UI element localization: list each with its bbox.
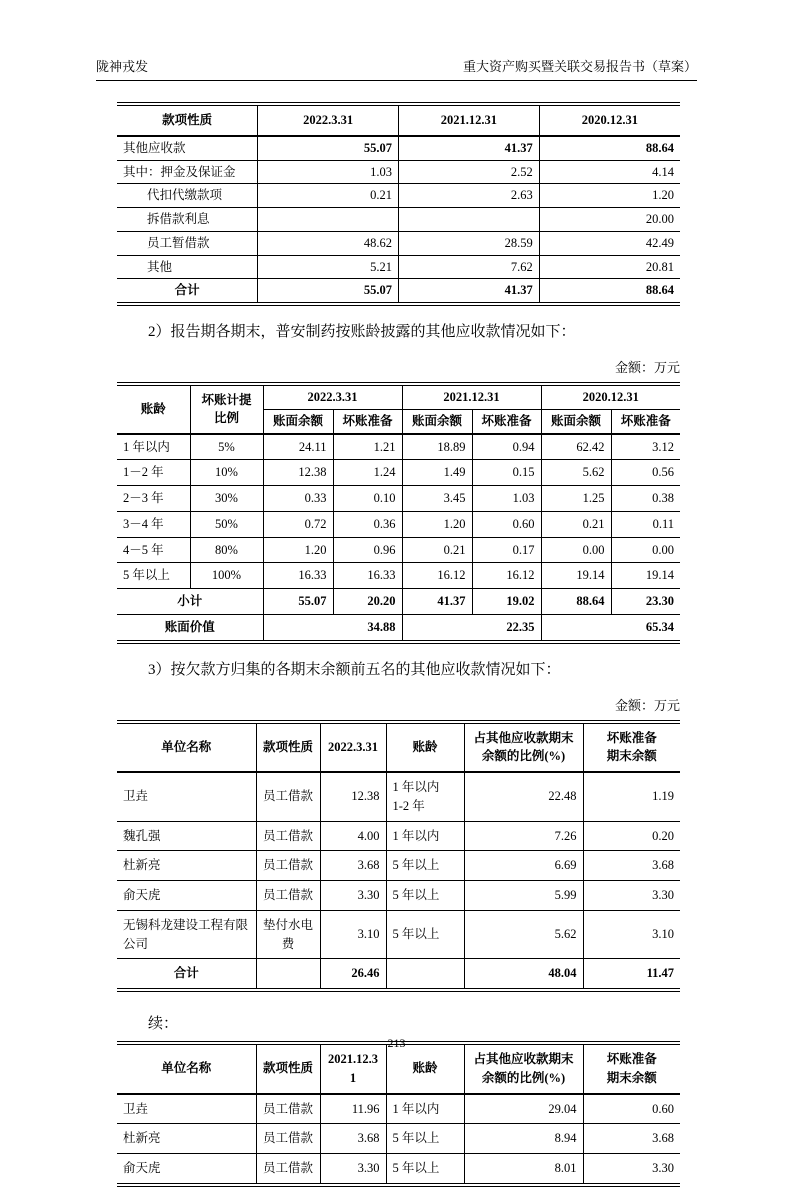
row-label: 1 年以内 bbox=[117, 434, 190, 460]
cell-value: 1.03 bbox=[472, 486, 541, 512]
cell-value: 4.00 bbox=[320, 821, 386, 851]
cell-value: 3.45 bbox=[402, 486, 472, 512]
cell-value: 3.30 bbox=[320, 1154, 386, 1185]
column-header bbox=[583, 722, 680, 773]
column-header: 账龄 bbox=[117, 384, 190, 434]
cell-value: 员工借款 bbox=[256, 821, 320, 851]
cell-value: 88.64 bbox=[539, 136, 680, 160]
cell-value: 88.64 bbox=[541, 589, 611, 615]
row-label: 合计 bbox=[117, 279, 258, 304]
table-total-row bbox=[117, 279, 680, 304]
cell-value bbox=[386, 772, 464, 821]
cell-value: 3.10 bbox=[583, 910, 680, 959]
cell-value: 62.42 bbox=[541, 434, 611, 460]
column-header: 款项性质 bbox=[256, 1043, 320, 1094]
column-header: 2020.12.31 bbox=[541, 384, 680, 409]
column-header: 账面余额 bbox=[541, 409, 611, 433]
cell-value: 19.02 bbox=[472, 589, 541, 615]
cell-value: 23.30 bbox=[611, 589, 680, 615]
aging-table bbox=[117, 382, 680, 644]
cell-value: 0.10 bbox=[333, 486, 402, 512]
cell-value: 3.68 bbox=[320, 851, 386, 881]
table-row bbox=[117, 537, 680, 563]
column-header-line: 坏账准备 bbox=[606, 1052, 657, 1066]
cell-value: 5 年以上 bbox=[386, 910, 464, 959]
cell-value: 0.60 bbox=[472, 511, 541, 537]
cell-value: 22.48 bbox=[464, 772, 583, 821]
cell-value: 员工借款 bbox=[256, 1094, 320, 1124]
row-label: 卫垚 bbox=[117, 1094, 256, 1124]
column-header: 2020.12.31 bbox=[539, 104, 680, 136]
row-label: 卫垚 bbox=[117, 772, 256, 821]
cell-value: 29.04 bbox=[464, 1094, 583, 1124]
row-label: 其他应收款 bbox=[117, 136, 258, 160]
cell-value: 0.72 bbox=[263, 511, 333, 537]
aging-line: 1-2 年 bbox=[392, 798, 425, 813]
top-five-2021-table bbox=[117, 1041, 680, 1187]
table-row bbox=[117, 208, 680, 232]
table-row bbox=[117, 851, 680, 881]
cell-value: 5.62 bbox=[541, 460, 611, 486]
cell-value: 22.35 bbox=[402, 614, 541, 641]
cell-value: 55.07 bbox=[258, 136, 399, 160]
cell-value: 员工借款 bbox=[256, 772, 320, 821]
row-label: 俞天虎 bbox=[117, 1154, 256, 1185]
cell-value: 1.49 bbox=[402, 460, 472, 486]
aging-line: 1 年以内 bbox=[392, 780, 440, 794]
table-header-row bbox=[117, 384, 680, 409]
cell-value: 3.68 bbox=[583, 851, 680, 881]
row-label: 5 年以上 bbox=[117, 563, 190, 589]
column-header: 账龄 bbox=[386, 1043, 464, 1094]
cell-value: 48.62 bbox=[258, 231, 399, 255]
column-header-line: 比例 bbox=[213, 411, 239, 426]
column-header: 坏账准备 bbox=[333, 409, 402, 433]
cell-value: 0.96 bbox=[333, 537, 402, 563]
column-header: 2022.3.31 bbox=[320, 722, 386, 773]
cell-value: 42.49 bbox=[539, 231, 680, 255]
column-header: 账面余额 bbox=[263, 409, 333, 433]
cell-value: 5.21 bbox=[258, 255, 399, 279]
cell-value: 16.12 bbox=[472, 563, 541, 589]
cell-value: 5 年以上 bbox=[386, 1124, 464, 1154]
column-header-line: 余额的比例(%) bbox=[481, 749, 566, 764]
cell-value: 员工借款 bbox=[256, 881, 320, 911]
cell-value: 30% bbox=[190, 486, 263, 512]
cell-value: 41.37 bbox=[399, 279, 540, 304]
receivables-by-nature-table bbox=[117, 102, 680, 306]
table-row bbox=[117, 136, 680, 160]
cell-value: 1.20 bbox=[539, 184, 680, 208]
cell-value: 11.96 bbox=[320, 1094, 386, 1124]
cell-value: 5 年以上 bbox=[386, 1154, 464, 1185]
cell-value: 3.68 bbox=[583, 1124, 680, 1154]
cell-value: 0.94 bbox=[472, 434, 541, 460]
column-header-line: 余额的比例(%) bbox=[481, 1070, 566, 1085]
table-row bbox=[117, 772, 680, 821]
column-header: 2021.12.31 bbox=[402, 384, 541, 409]
cell-value bbox=[386, 959, 464, 990]
row-label: 拆借款利息 bbox=[117, 208, 258, 232]
cell-value: 1.24 bbox=[333, 460, 402, 486]
cell-value: 48.04 bbox=[464, 959, 583, 990]
cell-value: 16.33 bbox=[333, 563, 402, 589]
row-label: 账面价值 bbox=[117, 614, 263, 641]
cell-value: 0.38 bbox=[611, 486, 680, 512]
column-header: 账面余额 bbox=[402, 409, 472, 433]
cell-value: 11.47 bbox=[583, 959, 680, 990]
cell-value: 19.14 bbox=[611, 563, 680, 589]
cell-value: 16.33 bbox=[263, 563, 333, 589]
cell-value: 10% bbox=[190, 460, 263, 486]
table-row bbox=[117, 255, 680, 279]
cell-value: 员工借款 bbox=[256, 1154, 320, 1185]
cell-value: 1.20 bbox=[402, 511, 472, 537]
cell-value: 80% bbox=[190, 537, 263, 563]
cell-value: 7.62 bbox=[399, 255, 540, 279]
page-number: 213 bbox=[387, 1036, 406, 1050]
cell-value: 16.12 bbox=[402, 563, 472, 589]
cell-value: 0.20 bbox=[583, 821, 680, 851]
cell-value: 41.37 bbox=[402, 589, 472, 615]
table-row bbox=[117, 1154, 680, 1185]
column-header: 2021.12.31 bbox=[399, 104, 540, 136]
table-subtotal-row bbox=[117, 589, 680, 615]
cell-value: 28.59 bbox=[399, 231, 540, 255]
section-item-2: 2）报告期各期末，普安制药按账龄披露的其他应收款情况如下： bbox=[148, 324, 576, 340]
cell-value: 1 年以内 bbox=[386, 821, 464, 851]
row-label: 其中：押金及保证金 bbox=[117, 160, 258, 184]
column-header-line: 期末余额 bbox=[606, 1070, 657, 1085]
cell-value: 0.60 bbox=[583, 1094, 680, 1124]
cell-value: 5% bbox=[190, 434, 263, 460]
table-header-row bbox=[117, 722, 680, 773]
column-header: 账龄 bbox=[386, 722, 464, 773]
row-label: 无锡科龙建设工程有限公司 bbox=[117, 910, 256, 959]
column-header: 坏账准备 bbox=[472, 409, 541, 433]
table-row bbox=[117, 1094, 680, 1124]
column-header: 2021.12.31 bbox=[320, 1043, 386, 1094]
cell-value: 8.01 bbox=[464, 1154, 583, 1185]
column-header: 款项性质 bbox=[117, 104, 258, 136]
column-header: 单位名称 bbox=[117, 1043, 256, 1094]
cell-value: 18.89 bbox=[402, 434, 472, 460]
cell-value bbox=[258, 208, 399, 232]
row-label: 小计 bbox=[117, 589, 263, 615]
column-header-line: 坏账计提 bbox=[201, 392, 252, 407]
table-row bbox=[117, 460, 680, 486]
cell-value: 12.38 bbox=[320, 772, 386, 821]
cell-value: 0.56 bbox=[611, 460, 680, 486]
cell-value: 3.30 bbox=[320, 881, 386, 911]
cell-value: 1.03 bbox=[258, 160, 399, 184]
cell-value: 55.07 bbox=[263, 589, 333, 615]
row-label: 1－2 年 bbox=[117, 460, 190, 486]
unit-label: 金额：万元 bbox=[614, 360, 680, 375]
cell-value: 65.34 bbox=[541, 614, 680, 641]
row-label: 4－5 年 bbox=[117, 537, 190, 563]
cell-value: 34.88 bbox=[263, 614, 402, 641]
table-row bbox=[117, 563, 680, 589]
row-label: 2－3 年 bbox=[117, 486, 190, 512]
header-left-title: 陇神戎发 bbox=[96, 59, 149, 74]
cell-value: 3.10 bbox=[320, 910, 386, 959]
cell-value: 8.94 bbox=[464, 1124, 583, 1154]
cell-value: 0.00 bbox=[611, 537, 680, 563]
column-header-line: 期末余额 bbox=[606, 749, 657, 764]
cell-value: 1.20 bbox=[263, 537, 333, 563]
column-header: 单位名称 bbox=[117, 722, 256, 773]
column-header-line: 占其他应收款期末 bbox=[473, 1052, 574, 1066]
cell-value: 2.52 bbox=[399, 160, 540, 184]
cell-value: 41.37 bbox=[399, 136, 540, 160]
cell-value: 88.64 bbox=[539, 279, 680, 304]
table-header-row bbox=[117, 104, 680, 136]
cell-value: 5 年以上 bbox=[386, 881, 464, 911]
row-label: 其他 bbox=[117, 255, 258, 279]
table-row bbox=[117, 434, 680, 460]
table-row bbox=[117, 184, 680, 208]
column-header: 坏账准备 bbox=[611, 409, 680, 433]
cell-value: 0.21 bbox=[541, 511, 611, 537]
cell-value bbox=[256, 959, 320, 990]
cell-value: 24.11 bbox=[263, 434, 333, 460]
cell-value: 19.14 bbox=[541, 563, 611, 589]
cell-value: 0.33 bbox=[263, 486, 333, 512]
header-right-title: 重大资产购买暨关联交易报告书（草案） bbox=[462, 59, 697, 74]
cell-value: 1.21 bbox=[333, 434, 402, 460]
row-label: 代扣代缴款项 bbox=[117, 184, 258, 208]
cell-value: 5.99 bbox=[464, 881, 583, 911]
row-label: 魏孔强 bbox=[117, 821, 256, 851]
cell-value: 0.17 bbox=[472, 537, 541, 563]
cell-value: 4.14 bbox=[539, 160, 680, 184]
row-label: 杜新亮 bbox=[117, 851, 256, 881]
row-label: 合计 bbox=[117, 959, 256, 990]
column-header bbox=[190, 384, 263, 434]
cell-value: 0.15 bbox=[472, 460, 541, 486]
cell-value: 0.36 bbox=[333, 511, 402, 537]
table-row bbox=[117, 160, 680, 184]
cell-value: 6.69 bbox=[464, 851, 583, 881]
cell-value: 5 年以上 bbox=[386, 851, 464, 881]
column-header: 2022.3.31 bbox=[263, 384, 402, 409]
table-row bbox=[117, 821, 680, 851]
cell-value: 20.81 bbox=[539, 255, 680, 279]
cell-value: 1.25 bbox=[541, 486, 611, 512]
cell-value bbox=[399, 208, 540, 232]
column-header-line: 坏账准备 bbox=[606, 730, 657, 745]
table-row bbox=[117, 511, 680, 537]
cell-value: 1.19 bbox=[583, 772, 680, 821]
unit-label: 金额：万元 bbox=[614, 697, 680, 713]
cell-value: 1 年以内 bbox=[386, 1094, 464, 1124]
table-bookvalue-row bbox=[117, 614, 680, 641]
top-five-2022-table bbox=[117, 720, 680, 993]
cell-value: 0.21 bbox=[402, 537, 472, 563]
cell-value: 20.20 bbox=[333, 589, 402, 615]
cell-value: 3.12 bbox=[611, 434, 680, 460]
table-row bbox=[117, 881, 680, 911]
cell-value: 3.68 bbox=[320, 1124, 386, 1154]
cell-value: 50% bbox=[190, 511, 263, 537]
column-header-line: 占其他应收款期末 bbox=[473, 730, 574, 745]
table-row bbox=[117, 486, 680, 512]
cell-value: 3.30 bbox=[583, 1154, 680, 1185]
cell-value: 0.11 bbox=[611, 511, 680, 537]
cell-value: 5.62 bbox=[464, 910, 583, 959]
cell-value: 26.46 bbox=[320, 959, 386, 990]
cell-value: 2.63 bbox=[399, 184, 540, 208]
row-label: 员工暂借款 bbox=[117, 231, 258, 255]
cell-value: 100% bbox=[190, 563, 263, 589]
cell-value: 0.00 bbox=[541, 537, 611, 563]
table-row bbox=[117, 1124, 680, 1154]
cell-value: 0.21 bbox=[258, 184, 399, 208]
cell-value: 55.07 bbox=[258, 279, 399, 304]
column-header: 2022.3.31 bbox=[258, 104, 399, 136]
row-label: 俞天虎 bbox=[117, 881, 256, 911]
row-label: 杜新亮 bbox=[117, 1124, 256, 1154]
cell-value: 20.00 bbox=[539, 208, 680, 232]
column-header: 款项性质 bbox=[256, 722, 320, 773]
cell-value: 3.30 bbox=[583, 881, 680, 911]
cell-value: 7.26 bbox=[464, 821, 583, 851]
cell-value: 垫付水电费 bbox=[256, 910, 320, 959]
row-label: 3－4 年 bbox=[117, 511, 190, 537]
cell-value: 12.38 bbox=[263, 460, 333, 486]
table-row bbox=[117, 231, 680, 255]
cell-value: 员工借款 bbox=[256, 851, 320, 881]
table-total-row bbox=[117, 959, 680, 990]
continued-label: 续： bbox=[148, 1016, 179, 1032]
table-row bbox=[117, 910, 680, 959]
cell-value: 员工借款 bbox=[256, 1124, 320, 1154]
section-item-3: 3）按欠款方归集的各期末余额前五名的其他应收款情况如下： bbox=[148, 661, 561, 678]
column-header bbox=[464, 722, 583, 773]
page-header bbox=[96, 56, 697, 81]
